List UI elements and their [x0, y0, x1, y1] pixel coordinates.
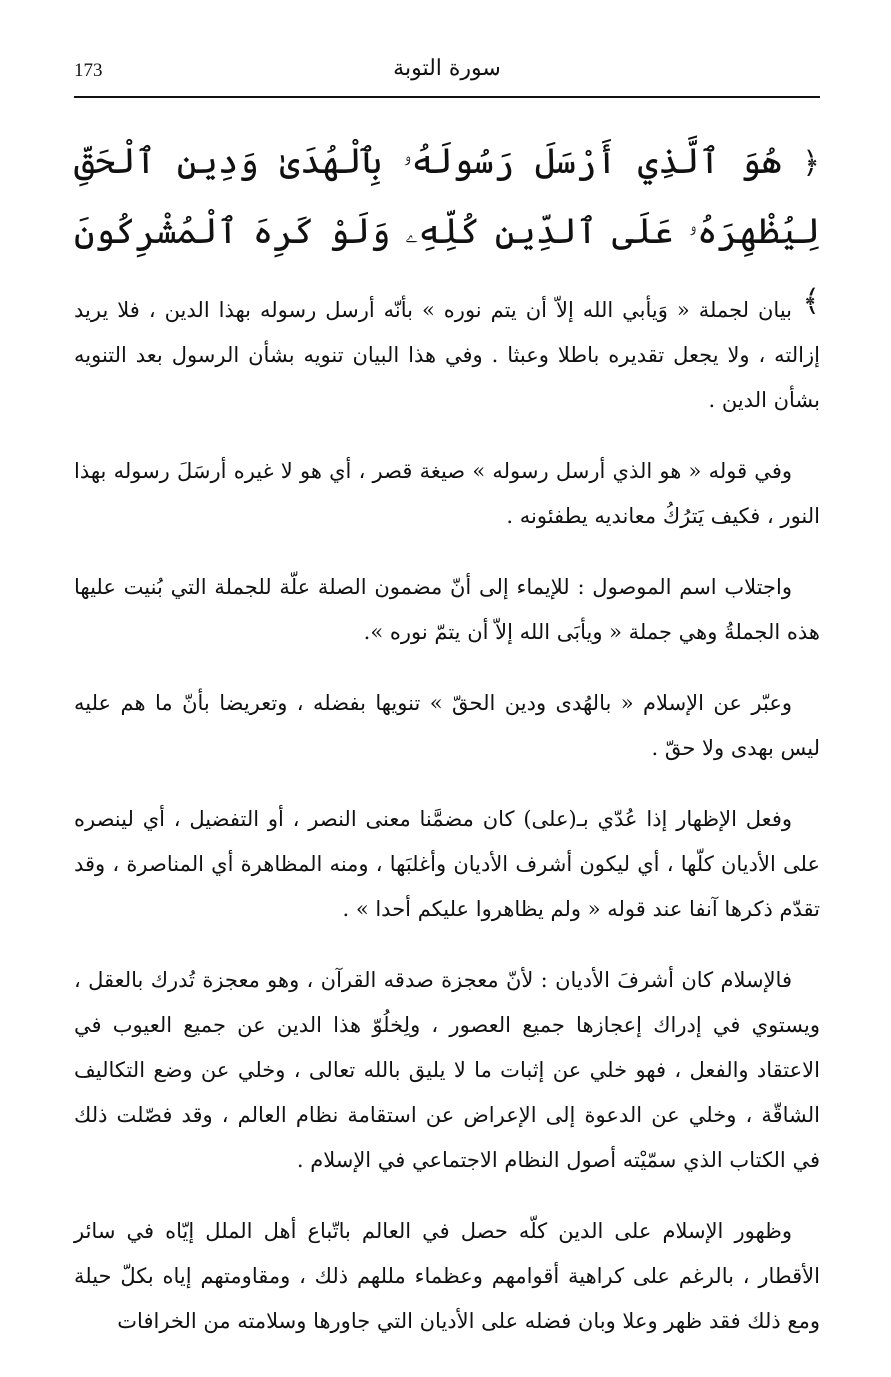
- paragraph-1: بيان لجملة « وَيأبي الله إلاّ أن يتم نوره » بأنّه أرسل رسوله بهذا الدين ، فلا يريد إزالته ، ولا يجعل تقديره باطلا وعبثا . وفي هذا البيان تنويه بشأن الرسول بعد التنويه بشأن الدين .: [74, 298, 820, 412]
- header-divider: [74, 96, 820, 98]
- verse-close-bracket: ﴾: [802, 284, 820, 319]
- paragraph-7: وظهور الإسلام على الدين كلّه حصل في العالم باتّباع أهل الملل إيّاه في سائر الأقطار ، بالرغم على كراهية أقوامهم وعظماء مللهم ذلك ، ومقاومتهم إياه بكلّ حيلة ومع ذلك فقد ظهر وعلا وبان فضله على الأديان التي جاورها وسلامته من الخرافات: [74, 1219, 820, 1333]
- paragraph-5: وفعل الإظهار إذا عُدّي بـ(على) كان مضمَّنا معنى النصر ، أو التفضيل ، أي لينصره على الأديان كلّها ، أي ليكون أشرف الأديان وأغلبَها ، ومنه المظاهرة أي المناصرة ، وقد تقدّم ذكرها آنفا عند قوله « ولم يظاهروا عليكم أحدا » .: [74, 807, 820, 921]
- commentary-body: [74, 288, 820, 1370]
- verse-open-bracket: ﴿: [802, 146, 820, 181]
- page-header: [74, 52, 820, 92]
- paragraph-2: وفي قوله « هو الذي أرسل رسوله » صيغة قصر ، أي هو لا غيره أرسَلَ رسوله بهذا النور ، فكيف يَترُكُ معانديه يطفئونه .: [74, 459, 820, 528]
- paragraph-6: فالإسلام كان أشرفَ الأديان : لأنّ معجزة صدقه القرآن ، وهو معجزة تُدرك بالعقل ، ويستوي في إدراك إعجازها جميع العصور ، ولِخلُوّ هذا الدين عن جميع العيوب في الاعتقاد والفعل ، فهو خلي عن إثبات ما لا يليق بالله تعالى ، وخلي عن وضع التكاليف الشاقّة ، وخلي عن الدعوة إلى الإعراض عن استقامة نظام العالم ، وقد فصّلت ذلك في الكتاب الذي سمّيْته أصول النظام الاجتماعي في الإسلام .: [74, 968, 820, 1172]
- surah-title: سورة التوبة: [393, 56, 501, 81]
- page-number: 173: [74, 60, 103, 81]
- verse-text: هُوَ ٱلَّذِي أَرْسَلَ رَسُولَهُۥ بِٱلْهُدَىٰ وَدِينِ ٱلْحَقِّ لِيُظْهِرَهُۥ عَلَى ٱلدِّينِ كُلِّهِۦ وَلَوْ كَرِهَ ٱلْمُشْرِكُونَ: [74, 142, 820, 252]
- paragraph-4: وعبّر عن الإسلام « بالهُدى ودين الحقّ » تنويها بفضله ، وتعريضا بأنّ ما هم عليه ليس بهدى ولا حقّ .: [74, 691, 820, 760]
- paragraph-3: واجتلاب اسم الموصول : للإيماء إلى أنّ مضمون الصلة علّة للجملة التي بُنيت عليها هذه الجملةُ وهي جملة « ويأبَى الله إلاّ أن يتمّ نوره ».: [74, 575, 820, 644]
